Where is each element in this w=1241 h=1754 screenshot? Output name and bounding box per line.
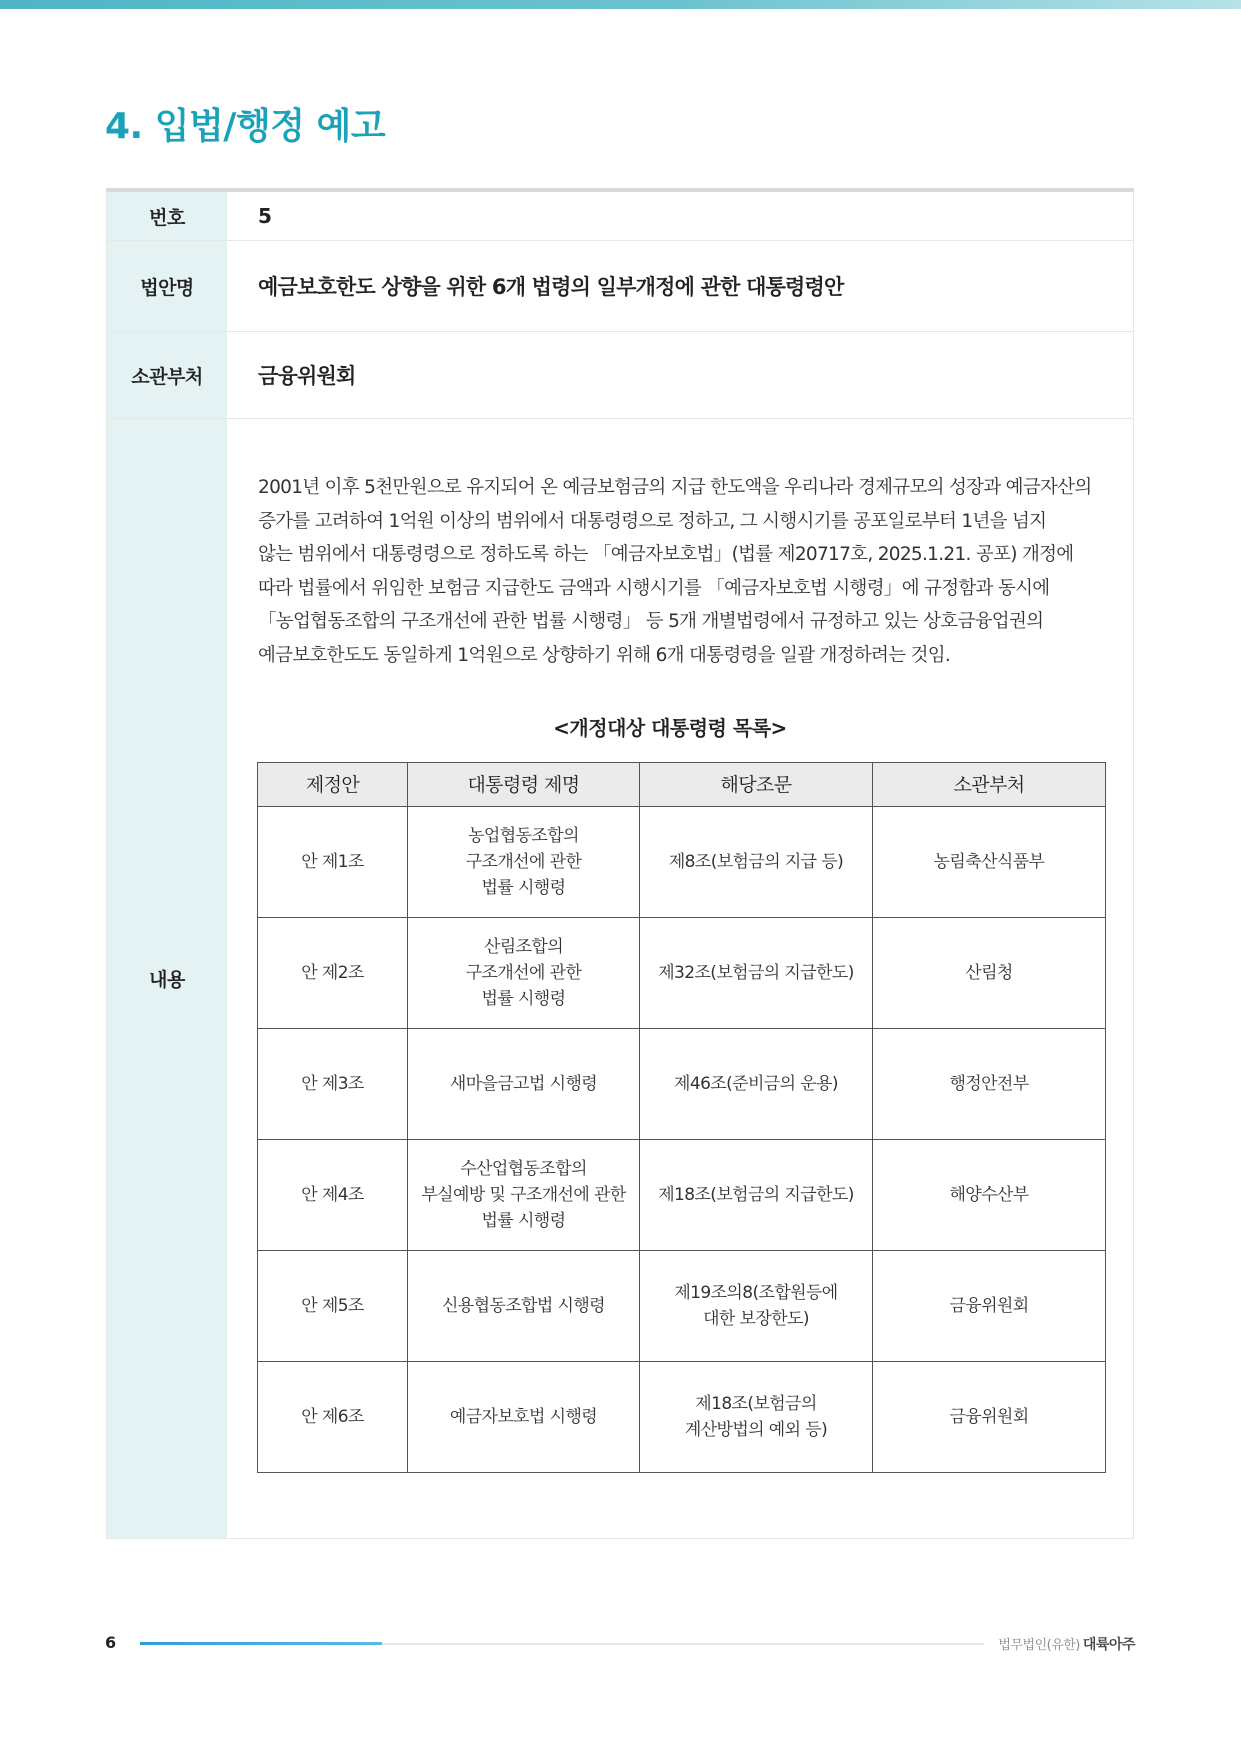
footer-firm bbox=[998, 1634, 1135, 1654]
cell-line: 제18조(보험금의 bbox=[695, 1394, 817, 1414]
cell-clause bbox=[640, 918, 873, 1029]
header-clause: 해당조문 bbox=[640, 763, 873, 807]
cell-line: 법률 시행령 bbox=[481, 878, 566, 898]
cell-clause bbox=[640, 1140, 873, 1251]
cell-decree-name bbox=[408, 1029, 640, 1140]
cell-department: 해양수산부 bbox=[873, 1140, 1106, 1251]
cell-line: 제18조(보험금의 지급한도) bbox=[658, 1185, 854, 1205]
department-label: 소관부처 bbox=[107, 332, 227, 418]
table-row bbox=[258, 1029, 1106, 1140]
cell-decree-name bbox=[408, 1251, 640, 1362]
cell-clause bbox=[640, 1029, 873, 1140]
content-line: 예금보호한도도 동일하게 1억원으로 상향하기 위해 6개 대통령령을 일괄 개정하려는 것임. bbox=[258, 644, 951, 666]
cell-department: 농림축산식품부 bbox=[873, 807, 1106, 918]
cell-line: 부실예방 및 구조개선에 관한 bbox=[421, 1185, 626, 1205]
content-line: 증가를 고려하여 1억원 이상의 범위에서 대통령령으로 정하고, 그 시행시기를 공포일로부터 1년을 넘지 bbox=[258, 510, 1047, 532]
header-decree-name: 대통령령 제명 bbox=[408, 763, 640, 807]
cell-line: 제19조의8(조합원등에 bbox=[674, 1283, 838, 1303]
table-row bbox=[258, 918, 1106, 1029]
cell-line: 산림조합의 bbox=[483, 937, 564, 957]
content-line: 「농업협동조합의 구조개선에 관한 법률 시행령」 등 5개 개별법령에서 규정하고 있는 상호금융업권의 bbox=[258, 611, 1044, 632]
cell-department: 금융위원회 bbox=[873, 1362, 1106, 1473]
cell-department: 금융위원회 bbox=[873, 1251, 1106, 1362]
law-list-title: <개정대상 대통령령 목록> bbox=[553, 716, 787, 740]
cell-article: 안 제1조 bbox=[258, 807, 408, 918]
content-line: 않는 범위에서 대통령령으로 정하도록 하는 「예금자보호법」(법률 제20717호, 2025.1.21. 공포) 개정에 bbox=[258, 544, 1074, 565]
row-department bbox=[107, 332, 1133, 419]
bill-info-table bbox=[106, 188, 1134, 1539]
page-number: 6 bbox=[105, 1633, 117, 1652]
header-article: 제정안 bbox=[258, 763, 408, 807]
firm-name: 대륙아주 bbox=[1082, 1637, 1135, 1653]
cell-line: 농업협동조합의 bbox=[468, 826, 579, 846]
cell-line: 제8조(보험금의 지급 등) bbox=[668, 852, 844, 872]
number-label: 번호 bbox=[107, 192, 227, 240]
cell-line: 새마을금고법 시행령 bbox=[449, 1074, 598, 1094]
cell-line: 법률 시행령 bbox=[481, 1211, 566, 1231]
content-line: 따라 법률에서 위임한 보험금 지급한도 금액과 시행시기를 「예금자보호법 시행령」에 규정함과 동시에 bbox=[258, 577, 1050, 599]
content-paragraph bbox=[258, 471, 1128, 672]
content-label: 내용 bbox=[107, 419, 227, 1538]
bill-name-label: 법안명 bbox=[107, 241, 227, 331]
table-row bbox=[258, 1362, 1106, 1473]
cell-decree-name bbox=[408, 918, 640, 1029]
cell-line: 법률 시행령 bbox=[481, 989, 566, 1009]
content-value bbox=[227, 419, 1133, 1538]
cell-article: 안 제3조 bbox=[258, 1029, 408, 1140]
cell-department: 행정안전부 bbox=[873, 1029, 1106, 1140]
cell-article: 안 제5조 bbox=[258, 1251, 408, 1362]
header-department: 소관부처 bbox=[873, 763, 1106, 807]
law-list-table bbox=[257, 762, 1106, 1473]
cell-line: 예금자보호법 시행령 bbox=[449, 1407, 598, 1427]
cell-clause bbox=[640, 1251, 873, 1362]
cell-article: 안 제6조 bbox=[258, 1362, 408, 1473]
bill-name-value: 예금보호한도 상향을 위한 6개 법령의 일부개정에 관한 대통령령안 bbox=[258, 275, 844, 299]
content-line: 2001년 이후 5천만원으로 유지되어 온 예금보험금의 지급 한도액을 우리나라 경제규모의 성장과 예금자산의 bbox=[258, 477, 1092, 498]
row-number bbox=[107, 192, 1133, 241]
cell-article: 안 제4조 bbox=[258, 1140, 408, 1251]
cell-clause bbox=[640, 1362, 873, 1473]
department-value: 금융위원회 bbox=[258, 364, 356, 388]
row-content bbox=[107, 419, 1133, 1538]
cell-line: 구조개선에 관한 bbox=[465, 963, 582, 983]
table-row bbox=[258, 807, 1106, 918]
footer-divider-accent bbox=[140, 1642, 382, 1645]
cell-decree-name bbox=[408, 1140, 640, 1251]
top-accent-bar bbox=[0, 0, 1241, 9]
law-table-header-row bbox=[258, 763, 1106, 807]
cell-decree-name bbox=[408, 807, 640, 918]
cell-line: 대한 보장한도) bbox=[703, 1309, 809, 1329]
cell-line: 수산업협동조합의 bbox=[460, 1159, 587, 1179]
cell-article: 안 제2조 bbox=[258, 918, 408, 1029]
table-row bbox=[258, 1140, 1106, 1251]
cell-clause bbox=[640, 807, 873, 918]
number-value: 5 bbox=[258, 204, 272, 228]
cell-department: 산림청 bbox=[873, 918, 1106, 1029]
cell-line: 신용협동조합법 시행령 bbox=[441, 1296, 606, 1316]
table-row bbox=[258, 1251, 1106, 1362]
row-bill-name bbox=[107, 241, 1133, 332]
section-title: 4. 입법/행정 예고 bbox=[105, 106, 386, 147]
firm-prefix: 법무법인(유한) bbox=[998, 1638, 1080, 1653]
cell-line: 제32조(보험금의 지급한도) bbox=[658, 963, 854, 983]
cell-line: 계산방법의 예외 등) bbox=[684, 1420, 828, 1440]
cell-line: 구조개선에 관한 bbox=[465, 852, 582, 872]
cell-line: 제46조(준비금의 운용) bbox=[674, 1074, 838, 1094]
cell-decree-name bbox=[408, 1362, 640, 1473]
